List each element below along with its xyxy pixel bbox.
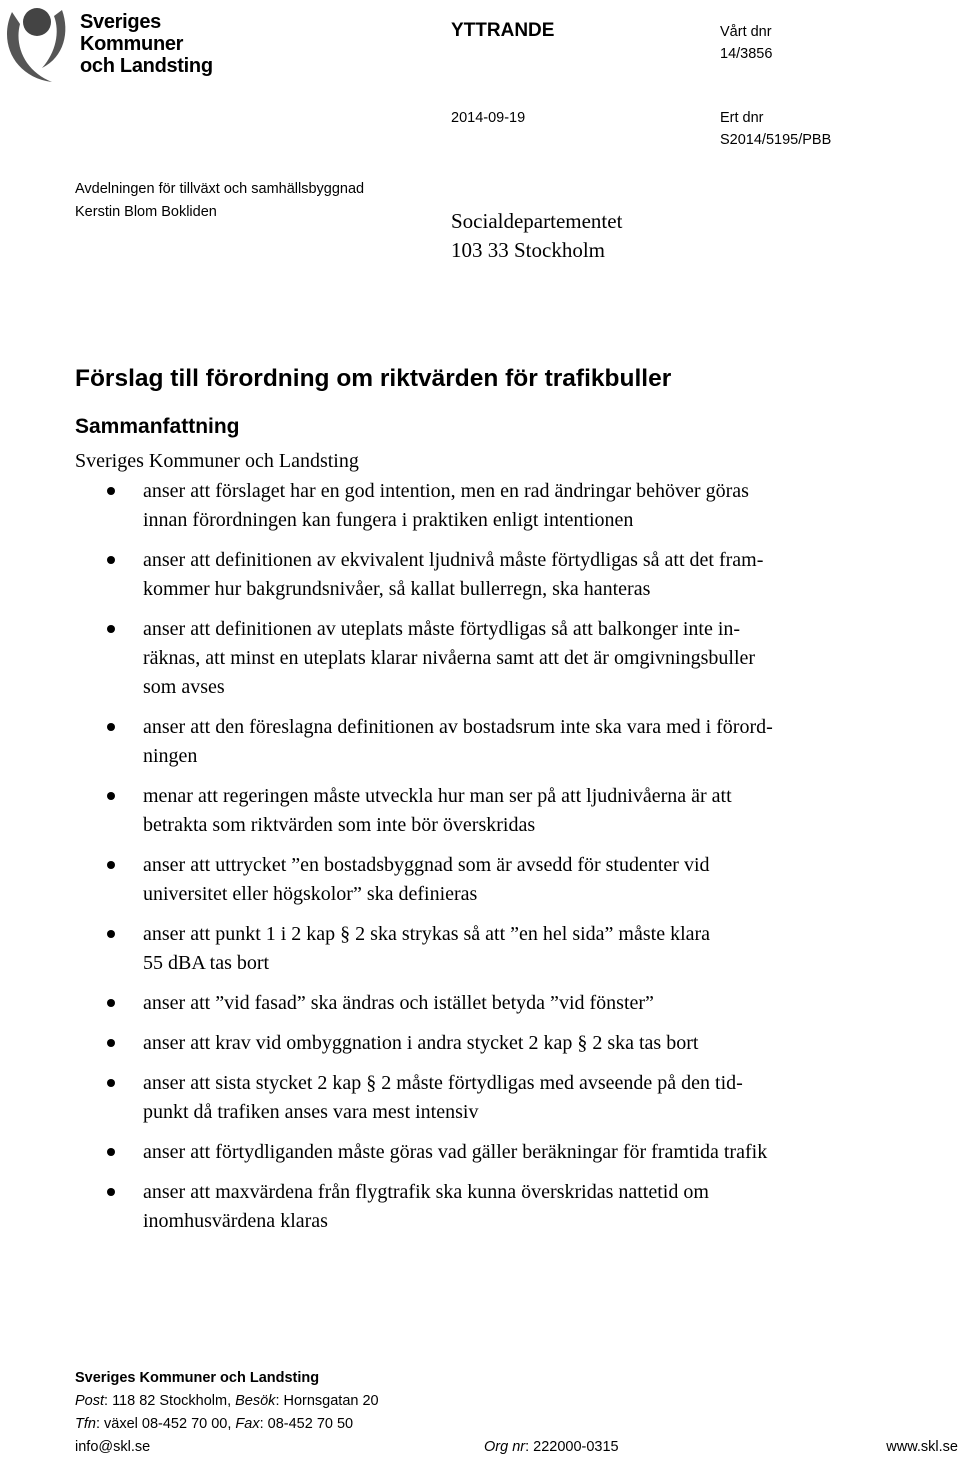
bullet-line: innan förordningen kan fungera i praktiken enligt intentionen: [143, 509, 634, 531]
footer-email[interactable]: info@skl.se: [75, 1439, 151, 1455]
bullet-dot-icon: [107, 1188, 115, 1196]
bullet-line: menar att regeringen måste utveckla hur man ser på att ljudnivåerna är att: [143, 785, 732, 807]
bullet-dot-icon: [107, 487, 115, 495]
your-reference-value: S2014/5195/PBB: [720, 132, 832, 148]
our-reference-label: Vårt dnr: [720, 24, 772, 40]
logo-text-line2: Kommuner: [80, 33, 184, 55]
section-heading: Sammanfattning: [75, 415, 240, 438]
bullet-line: anser att definitionen av ekvivalent ljudnivå måste förtydligas så att det fram-: [143, 549, 764, 571]
summary-bullet-item: [103, 989, 893, 1018]
summary-bullet-item: [103, 920, 893, 978]
footer-address: [75, 1393, 379, 1409]
organization-logo: [4, 2, 214, 84]
footer-org-number: [484, 1439, 619, 1455]
bullet-line: räknas, att minst en uteplats klarar nivåerna samt att det är omgivningsbuller: [143, 647, 756, 669]
footer-website[interactable]: www.skl.se: [886, 1439, 958, 1455]
footer-post-value: : 118 82 Stockholm,: [104, 1393, 236, 1409]
summary-bullet-list: [103, 477, 893, 1247]
summary-bullet-item: [103, 477, 893, 535]
bullet-line: kommer hur bakgrundsnivåer, så kallat bullerregn, ska hanteras: [143, 578, 651, 600]
summary-bullet-item: [103, 851, 893, 909]
bullet-line: anser att krav vid ombyggnation i andra stycket 2 kap § 2 ska tas bort: [143, 1032, 699, 1054]
bullet-line: anser att den föreslagna definitionen av bostadsrum inte ska vara med i förord-: [143, 716, 773, 738]
summary-bullet-item: [103, 546, 893, 604]
bullet-line: anser att punkt 1 i 2 kap § 2 ska strykas så att ”en hel sida” måste klara: [143, 923, 711, 945]
summary-bullet-item: [103, 1138, 893, 1167]
bullet-dot-icon: [107, 999, 115, 1007]
summary-bullet-item: [103, 1178, 893, 1236]
bullet-dot-icon: [107, 792, 115, 800]
sender-department: Avdelningen för tillväxt och samhällsbyggnad: [75, 181, 365, 197]
bullet-line: anser att uttrycket ”en bostadsbyggnad som är avsedd för studenter vid: [143, 854, 710, 876]
recipient-address: [451, 207, 622, 265]
bullet-line: anser att förslaget har en god intention, men en rad ändringar behöver göras: [143, 480, 749, 502]
bullet-dot-icon: [107, 723, 115, 731]
bullet-line: betrakta som riktvärden som inte bör överskridas: [143, 814, 536, 836]
summary-bullet-item: [103, 1029, 893, 1058]
sender-name: Kerstin Blom Bokliden: [75, 204, 217, 220]
footer-visit-label: Besök: [235, 1393, 276, 1409]
summary-bullet-item: [103, 713, 893, 771]
footer-tel-label: Tfn: [75, 1416, 96, 1432]
logo-text-line3: och Landsting: [80, 55, 213, 77]
bullet-line: universitet eller högskolor” ska definieras: [143, 883, 478, 905]
recipient-postal: 103 33 Stockholm: [451, 238, 606, 262]
bullet-line: som avses: [143, 676, 225, 698]
footer-visit-value: : Hornsgatan 20: [275, 1393, 379, 1409]
bullet-line: ningen: [143, 745, 198, 767]
footer-organization: Sveriges Kommuner och Landsting: [75, 1370, 320, 1386]
skl-emblem-icon: [4, 2, 74, 84]
summary-bullet-item: [103, 615, 893, 702]
bullet-line: anser att förtydliganden måste göras vad gäller beräkningar för framtida trafik: [143, 1141, 768, 1163]
footer-orgnr-value: : 222000-0315: [525, 1439, 619, 1455]
your-reference-label: Ert dnr: [720, 110, 764, 126]
summary-intro: Sveriges Kommuner och Landsting: [75, 450, 359, 472]
summary-bullet-item: [103, 782, 893, 840]
document-type: YTTRANDE: [451, 20, 555, 41]
bullet-dot-icon: [107, 1039, 115, 1047]
footer-phone: [75, 1416, 353, 1432]
bullet-dot-icon: [107, 556, 115, 564]
bullet-line: inomhusvärdena klaras: [143, 1210, 328, 1232]
bullet-line: anser att maxvärdena från flygtrafik ska kunna överskridas nattetid om: [143, 1181, 709, 1203]
bullet-dot-icon: [107, 930, 115, 938]
recipient-name: Socialdepartementet: [451, 209, 623, 233]
bullet-dot-icon: [107, 1079, 115, 1087]
summary-bullet-item: [103, 1069, 893, 1127]
bullet-dot-icon: [107, 861, 115, 869]
footer-post-label: Post: [75, 1393, 105, 1409]
bullet-line: 55 dBA tas bort: [143, 952, 270, 974]
document-title: Förslag till förordning om riktvärden för trafikbuller: [75, 365, 672, 392]
bullet-dot-icon: [107, 625, 115, 633]
bullet-line: anser att sista stycket 2 kap § 2 måste förtydligas med avseende på den tid-: [143, 1072, 743, 1094]
bullet-line: anser att ”vid fasad” ska ändras och istället betyda ”vid fönster”: [143, 992, 654, 1014]
footer-fax-value: : 08-452 70 50: [259, 1416, 354, 1432]
logo-text-line1: Sveriges: [80, 11, 161, 33]
document-date: 2014-09-19: [451, 110, 526, 126]
footer-tel-value: : växel 08-452 70 00,: [95, 1416, 236, 1432]
bullet-line: punkt då trafiken anses vara mest intensiv: [143, 1101, 479, 1123]
footer-orgnr-label: Org nr: [484, 1439, 526, 1455]
bullet-dot-icon: [107, 1148, 115, 1156]
footer-fax-label: Fax: [235, 1416, 260, 1432]
bullet-line: anser att definitionen av uteplats måste förtydligas så att balkonger inte in-: [143, 618, 741, 640]
our-reference-value: 14/3856: [720, 46, 773, 62]
